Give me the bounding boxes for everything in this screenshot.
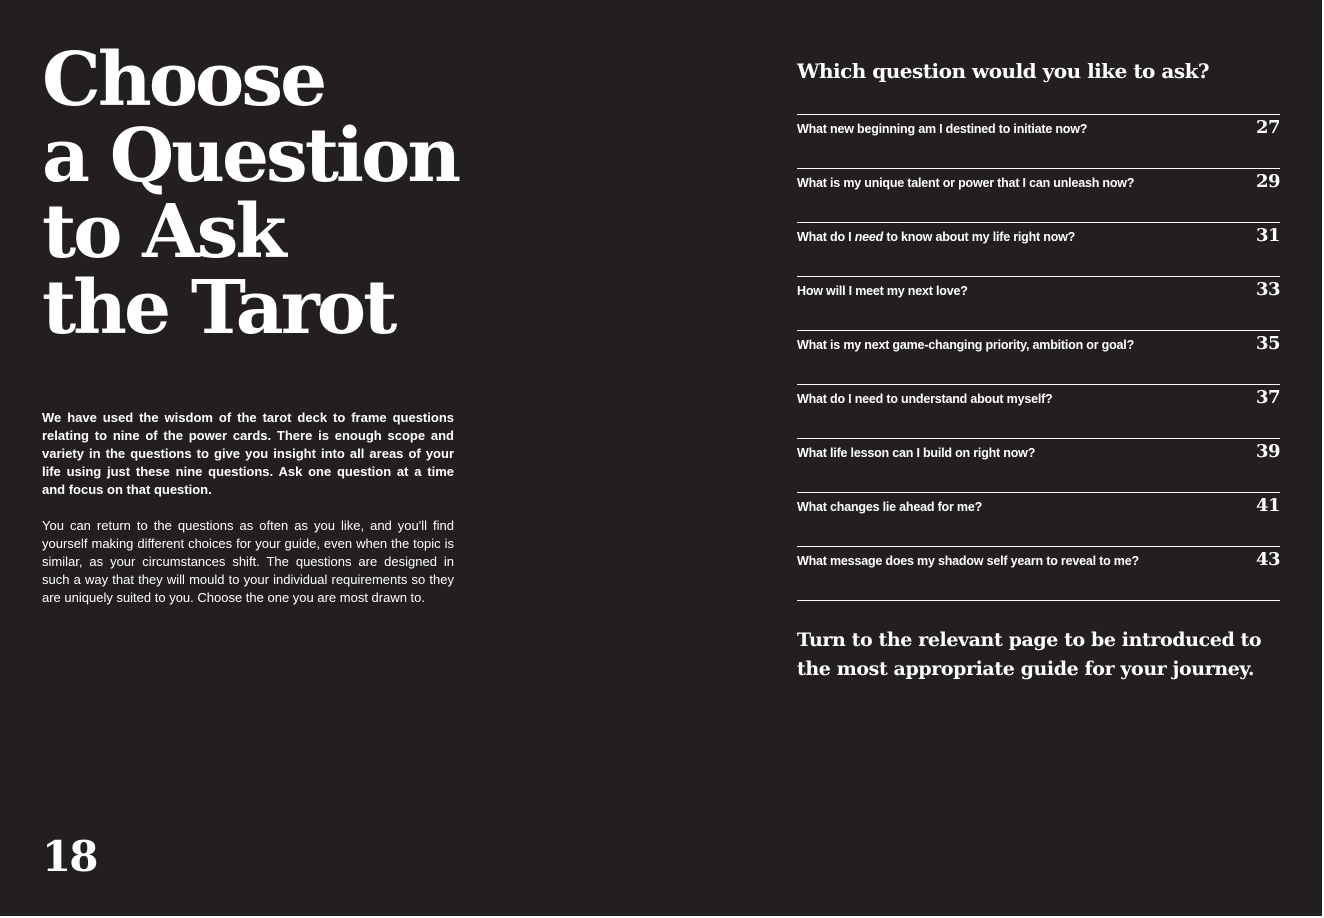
- closing-instruction: Turn to the relevant page to be introduced to the most appropriate guide for your journey.: [797, 629, 1262, 680]
- question-page-number: 27: [1255, 117, 1280, 138]
- question-page-number: 31: [1255, 225, 1280, 246]
- question-row[interactable]: [797, 438, 1280, 492]
- question-text: What life lesson can I build on right now?: [797, 446, 1036, 460]
- question-row[interactable]: [797, 222, 1280, 276]
- question-row[interactable]: [797, 168, 1280, 222]
- question-page-number: 29: [1255, 171, 1280, 192]
- page-number: 18: [42, 832, 97, 881]
- question-text: What is my next game-changing priority, ambition or goal?: [797, 338, 1135, 352]
- question-list: [797, 114, 1280, 601]
- intro-paragraph: You can return to the questions as often as you like, and you'll find yourself making different choices for your guide, even when the topic is similar, as your circumstances shift. The questions are designed in such a way that they will mould to your individual requirements so they are uniquely suited to you. Choose the one you are most drawn to.: [42, 518, 454, 605]
- questions-heading: Which question would you like to ask?: [797, 59, 1210, 83]
- question-page-number: 43: [1255, 549, 1280, 570]
- question-text: What message does my shadow self yearn to reveal to me?: [797, 554, 1139, 568]
- question-text: What is my unique talent or power that I can unleash now?: [797, 176, 1135, 190]
- question-row[interactable]: [797, 546, 1280, 601]
- intro-paragraph-lead: We have used the wisdom of the tarot deck to frame questions relating to nine of the power cards. There is enough scope and variety in the questions to give you insight into all areas of your life using just these nine questions. Ask one question at a time and focus on that question.: [42, 410, 454, 497]
- question-page-number: 39: [1255, 441, 1280, 462]
- question-row[interactable]: [797, 492, 1280, 546]
- title-line: a Question: [42, 113, 459, 199]
- question-page-number: 41: [1255, 495, 1280, 516]
- question-row[interactable]: [797, 384, 1280, 438]
- question-text-emphasis: need: [854, 230, 884, 244]
- question-text: [797, 228, 1075, 246]
- page-title: [42, 37, 459, 351]
- question-text-start: What do I: [797, 230, 855, 244]
- title-line: Choose: [42, 37, 325, 123]
- question-row[interactable]: [797, 330, 1280, 384]
- question-text: What new beginning am I destined to initiate now?: [797, 122, 1088, 136]
- question-text: What changes lie ahead for me?: [797, 500, 983, 514]
- question-row[interactable]: [797, 276, 1280, 330]
- question-text: How will I meet my next love?: [797, 284, 968, 298]
- question-page-number: 33: [1255, 279, 1280, 300]
- intro-text: [42, 409, 454, 625]
- question-text-end: to know about my life right now?: [883, 230, 1076, 244]
- title-line: the Tarot: [42, 265, 395, 351]
- question-page-number: 37: [1255, 387, 1280, 408]
- title-line: to Ask: [42, 189, 284, 275]
- question-page-number: 35: [1255, 333, 1280, 354]
- question-text: What do I need to understand about myself?: [797, 392, 1053, 406]
- question-row[interactable]: [797, 114, 1280, 168]
